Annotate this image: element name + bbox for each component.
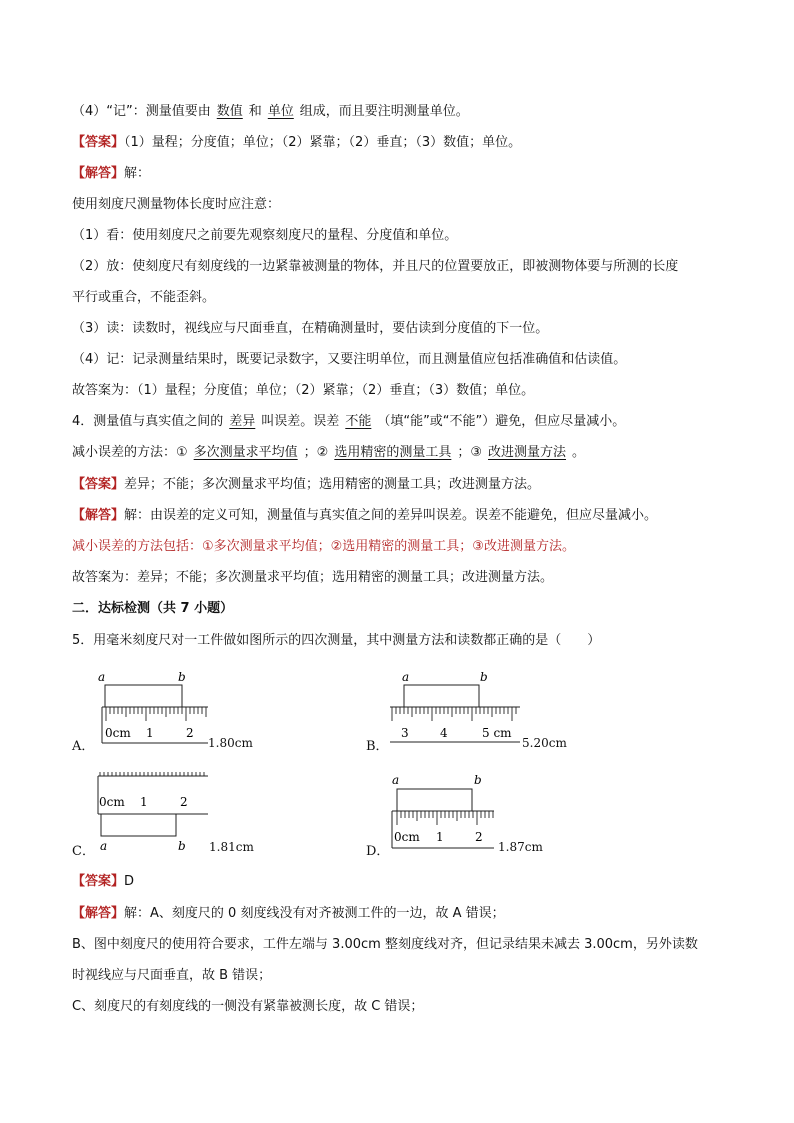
reading-b: 5.20cm <box>522 736 567 750</box>
workpiece <box>404 685 479 707</box>
solution-line-1: 【解答】解： <box>72 166 151 181</box>
blank-difference: 差异 <box>229 414 256 429</box>
label-b: b <box>480 670 488 684</box>
answer-line-3: 【答案】D <box>72 874 135 889</box>
workpiece <box>397 789 472 811</box>
text-line: 使用刻度尺测量物体长度时应注意： <box>72 197 281 212</box>
ruler-diagram-c <box>94 772 214 854</box>
ruler-diagram-b <box>388 665 524 747</box>
solution-tag: 【解答】 <box>72 508 125 523</box>
text-line: 平行或重合，不能歪斜。 <box>72 290 216 305</box>
ruler-ticks <box>100 772 204 776</box>
tick-label: 1 <box>436 830 444 844</box>
final-answer-line: 故答案为：差异；不能；多次测量求平均值；选用精密的测量工具；改进测量方法。 <box>72 570 554 585</box>
ruler-diagram-a <box>96 665 216 747</box>
text-line: B、图中刻度尺的使用符合要求，工件左端与 3.00cm 整刻度线对齐，但记录结果未减去 3.00cm，另外读数 <box>72 937 698 952</box>
figure-c <box>94 772 214 854</box>
tick-label: 1 <box>140 795 148 809</box>
tick-label: 0cm <box>105 726 131 740</box>
blank-method-1: 多次测量求平均值 <box>193 445 298 460</box>
solution-tag: 【解答】 <box>72 906 125 921</box>
blank-cannot: 不能 <box>345 414 372 429</box>
final-answer-line: 故答案为：（1）量程；分度值；单位；（2）紧靠；（2）垂直；（3）数值；单位。 <box>72 383 535 398</box>
figure-b <box>388 665 524 747</box>
label-b: b <box>178 839 186 853</box>
tick-label: 3 <box>401 726 409 740</box>
text-line: 时视线应与尺面垂直，故 B 错误； <box>72 968 272 983</box>
tick-label: 4 <box>440 726 448 740</box>
ruler-ticks <box>397 811 493 825</box>
answer-tag: 【答案】 <box>72 874 125 889</box>
ruler-ticks <box>106 707 206 721</box>
solution-line-2: 【解答】解：由误差的定义可知，测量值与真实值之间的差异叫误差。误差不能避免，但应尽量减小。 <box>72 508 658 523</box>
tick-label: 2 <box>475 830 483 844</box>
label-a: a <box>402 670 410 684</box>
blank-method-2: 选用精密的测量工具 <box>334 445 452 460</box>
text-line: （1）看：使用刻度尺之前要先观察刻度尺的量程、分度值和单位。 <box>72 228 458 243</box>
workpiece <box>101 814 176 836</box>
label-a: a <box>392 773 400 787</box>
tick-label: 0cm <box>394 830 420 844</box>
solution-tag: 【解答】 <box>72 166 125 181</box>
tick-label: 1 <box>146 726 154 740</box>
tick-label: 2 <box>186 726 194 740</box>
tick-label: 5 cm <box>482 726 512 740</box>
ruler-ticks <box>392 707 516 721</box>
answer-line-2: 【答案】差异；不能；多次测量求平均值；选用精密的测量工具；改进测量方法。 <box>72 477 541 492</box>
text-line: （4）记：记录测量结果时，既要记录数字，又要注明单位，而且测量值应包括准确值和估读值。 <box>72 352 627 367</box>
question-4-methods: 减小误差的方法：① 多次测量求平均值 ；② 选用精密的测量工具 ；③ 改进测量方法 。 <box>72 445 586 460</box>
tick-label: 0cm <box>99 795 125 809</box>
text-line: 减小误差的方法包括：①多次测量求平均值；②选用精密的测量工具；③改进测量方法。 <box>72 539 575 554</box>
blank-value: 数值 <box>216 104 243 119</box>
label-a: a <box>100 839 108 853</box>
label-b: b <box>474 773 482 787</box>
figure-a <box>96 665 216 747</box>
option-c-label: C． <box>72 844 95 859</box>
answer-tag: 【答案】 <box>72 477 125 492</box>
reading-c: 1.81cm <box>209 840 254 854</box>
reading-a: 1.80cm <box>208 736 253 750</box>
workpiece <box>105 685 182 707</box>
ruler-diagram-d <box>388 768 498 852</box>
text-line: （3）读：读数时，视线应与尺面垂直，在精确测量时，要估读到分度值的下一位。 <box>72 321 549 336</box>
option-a-label: A． <box>72 739 95 754</box>
blank-unit: 单位 <box>267 104 294 119</box>
figure-d <box>388 768 498 852</box>
label-b: b <box>178 670 186 684</box>
question-4: 4．测量值与真实值之间的 差异 叫误差。误差 不能 （填“能”或“不能”）避免，但应尽量减小。 <box>72 414 626 429</box>
reading-d: 1.87cm <box>498 840 543 854</box>
text-line: （2）放：使刻度尺有刻度线的一边紧靠被测量的物体，并且尺的位置要放正，即被测物体要与所测的长度 <box>72 259 679 274</box>
label-a: a <box>98 670 106 684</box>
solution-line-3: 【解答】解：A、刻度尺的 0 刻度线没有对齐被测工件的一边，故 A 错误； <box>72 906 505 921</box>
section-heading: 二．达标检测（共 7 小题） <box>72 601 234 616</box>
option-b-label: B． <box>366 739 389 754</box>
answer-line-1: 【答案】（1）量程；分度值；单位；（2）紧靠；（2）垂直；（3）数值；单位。 <box>72 135 522 150</box>
answer-tag: 【答案】 <box>72 135 125 150</box>
option-d-label: D． <box>366 844 390 859</box>
tick-label: 2 <box>180 795 188 809</box>
text-line: C、刻度尺的有刻度线的一侧没有紧靠被测长度，故 C 错误； <box>72 999 424 1014</box>
question-5: 5．用毫米刻度尺对一工件做如图所示的四次测量，其中测量方法和读数都正确的是（ ） <box>72 633 601 648</box>
blank-method-3: 改进测量方法 <box>488 445 567 460</box>
line-record-rule: （4）“记”：测量值要由 数值 和 单位 组成，而且要注明测量单位。 <box>72 104 469 119</box>
